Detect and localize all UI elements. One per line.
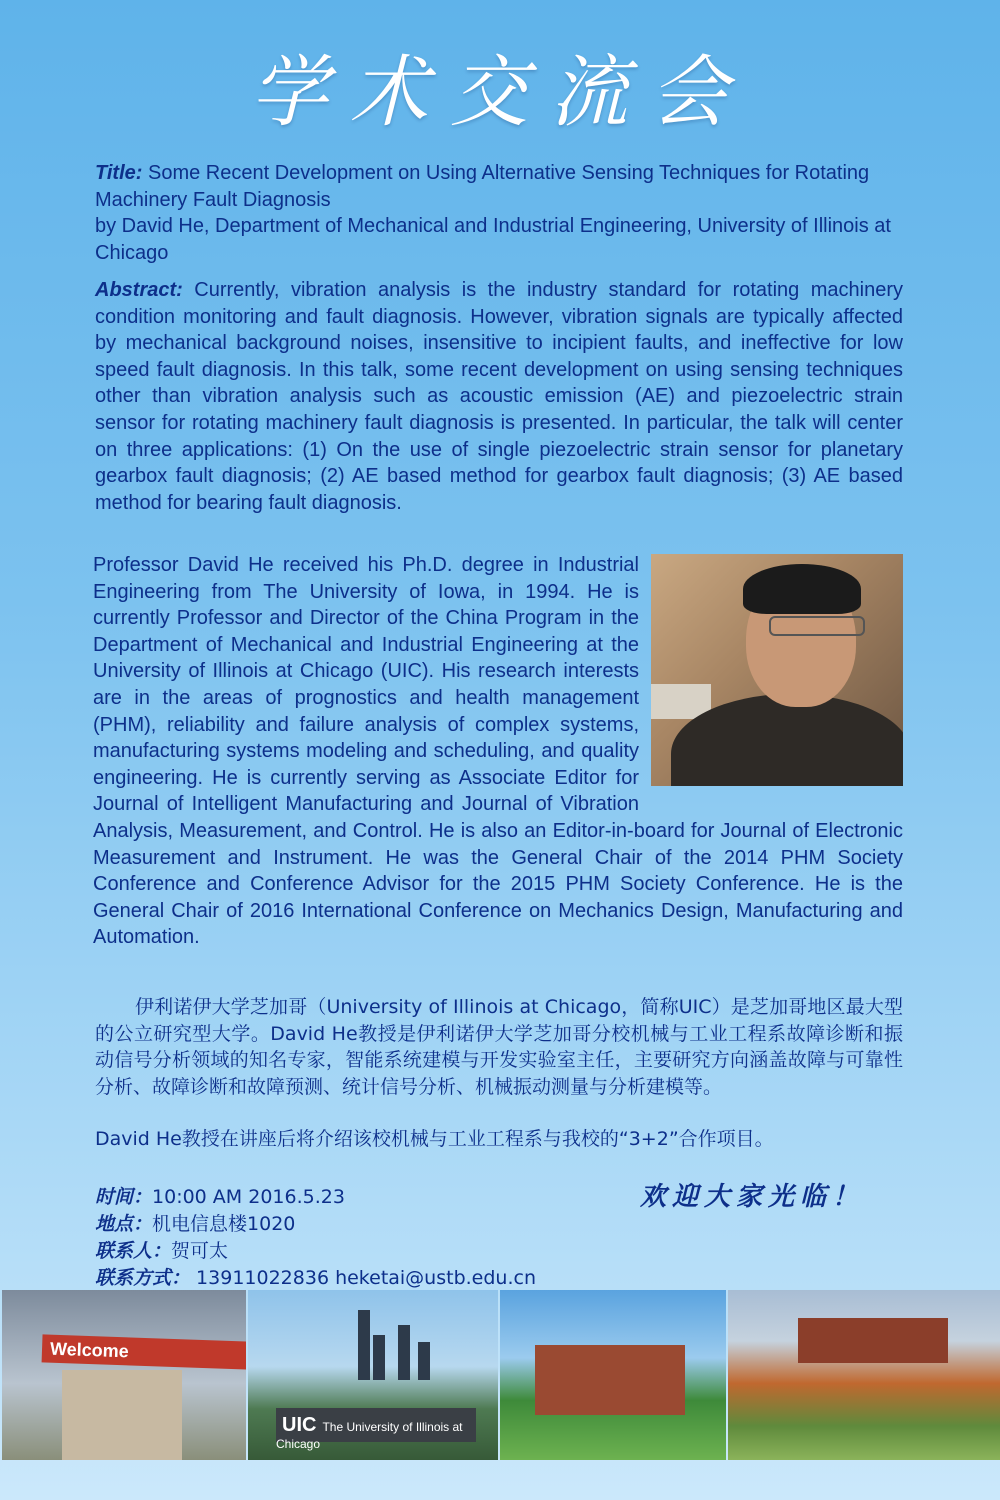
uic-sign xyxy=(276,1408,476,1451)
welcome-text: 欢迎大家光临！ xyxy=(640,1182,865,1212)
campus-photo-quad xyxy=(728,1290,1000,1460)
contact-method-row xyxy=(95,1263,536,1290)
page-title: 学术交流会 xyxy=(249,48,750,138)
uic-sign-long: The University of Illinois at Chicago xyxy=(276,1420,463,1451)
campus-photo-skyline xyxy=(248,1290,498,1460)
place-label: 地点： xyxy=(95,1213,153,1235)
time-label: 时间： xyxy=(95,1186,153,1208)
contact-row xyxy=(95,1236,228,1263)
speaker-photo xyxy=(651,554,903,786)
place-row xyxy=(95,1209,295,1236)
talk-title-section xyxy=(95,160,903,266)
bio-text: Professor David He received his Ph.D. degree in Industrial Engineering from The University of Iowa, in 1994. He is currently Professor and Director of the China Program in the Department of Mechanical and Industrial Engineering at the University of Illinois at Chicago (UIC). His research interests are in the areas of prognostics and health management (PHM), reliability and failure analysis of complex systems, manufacturing systems modeling and scheduling, and quality engineering. He is currently serving as Associate Editor for Journal of Intelligent Manufacturing and Journal of Vibration Analysis, Measurement, and Control. He is also an Editor-in-board for Journal of Electronic Measurement and Instrument. He was the General Chair of the 2014 PHM Society Conference and Conference Advisor for the 2015 PHM Society Conference. He is the General Chair of 2016 International Conference on Mechanics Design, Manufacturing and Automation. xyxy=(93,554,903,949)
chinese-note: David He教授在讲座后将介绍该校机械与工业工程系与我校的“3+2”合作项目。 xyxy=(95,1128,774,1150)
campus-photo-strip xyxy=(0,1290,1000,1460)
time-row xyxy=(95,1182,345,1209)
contact-label: 联系人： xyxy=(95,1240,172,1262)
speaker-line: by David He, Department of Mechanical and Industrial Engineering, University of Illinois at Chicago xyxy=(95,215,891,264)
place-value: 机电信息楼1020 xyxy=(152,1213,296,1235)
bio-section xyxy=(93,552,903,951)
abstract-label: Abstract: xyxy=(95,279,183,301)
welcome-banner: Welcome xyxy=(42,1334,246,1369)
campus-photo-welcome xyxy=(2,1290,246,1460)
contact-method-label: 联系方式： xyxy=(95,1267,191,1289)
time-value: 10:00 AM 2016.5.23 xyxy=(152,1186,345,1208)
abstract-section xyxy=(95,277,903,516)
uic-sign-short: UIC xyxy=(282,1414,317,1436)
talk-title: Some Recent Development on Using Alternative Sensing Techniques for Rotating Machinery Fault Diagnosis xyxy=(95,162,870,211)
contact-value: 贺可太 xyxy=(171,1240,229,1262)
abstract-text: Currently, vibration analysis is the industry standard for rotating machinery condition monitoring and fault diagnosis. However, vibration signals are typically affected by mechanical background noises, insensitive to incipient faults, and ineffective for low speed fault diagnosis. In this talk, some recent development on using sensing techniques other than vibration analysis such as acoustic emission (AE) and piezoelectric strain sensor for rotating machinery fault diagnosis is presented. In particular, the talk will center on three applications: (1) On the use of single piezoelectric strain sensor for planetary gearbox fault diagnosis; (2) AE based method for gearbox fault diagnosis; (3) AE based method for bearing fault diagnosis. xyxy=(95,279,904,514)
campus-photo-building xyxy=(500,1290,726,1460)
chinese-intro: 伊利诺伊大学芝加哥（University of Illinois at Chicago，简称UIC）是芝加哥地区最大型的公立研究型大学。David He教授是伊利诺伊大学芝加哥分校机械与工业工程系故障诊断和振动信号分析领域的知名专家，智能系统建模与开发实验室主任，主要研究方向涵盖故障与可靠性分析、故障诊断和故障预测、统计信号分析、机械振动测量与分析建模等。 xyxy=(95,996,903,1098)
contact-method-value: 13911022836 heketai@ustb.edu.cn xyxy=(190,1267,536,1289)
title-label: Title: xyxy=(95,162,143,184)
